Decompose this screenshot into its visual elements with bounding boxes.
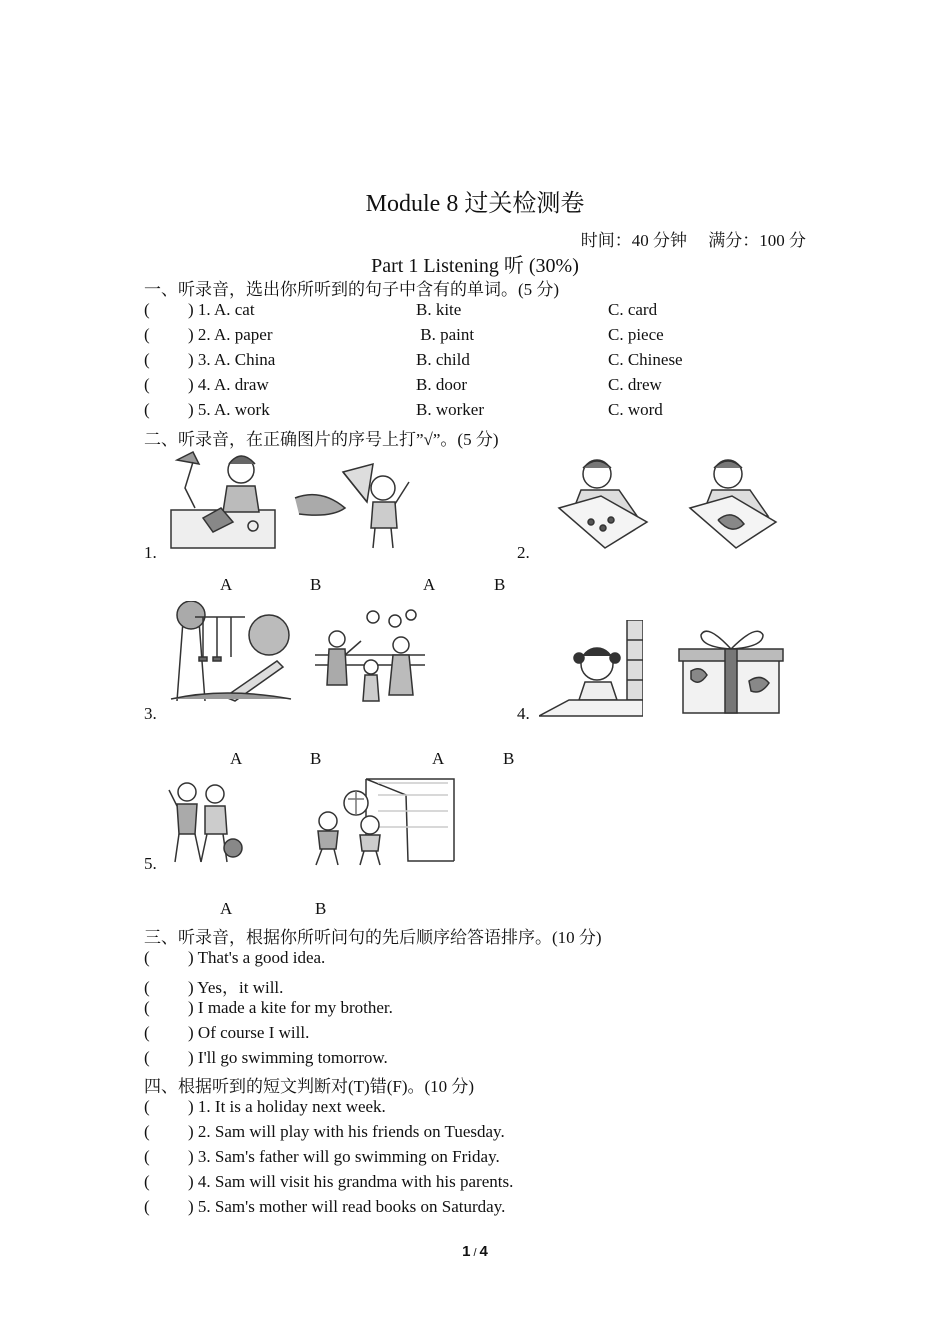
girl-reading-picture[interactable]: [539, 620, 643, 718]
order-item-text: ) Yes，it will.: [188, 978, 284, 997]
answer-paren[interactable]: (: [144, 375, 150, 394]
q4-option-b: B. door: [416, 375, 467, 394]
order-item-text: ) I made a kite for my brother.: [188, 998, 393, 1017]
q4-option-c: C. drew: [608, 375, 662, 394]
q5-option-a: ) 5. A. work: [188, 400, 270, 419]
picture-question-2-label: 2.: [517, 543, 530, 562]
q1-option-a: ) 1. A. cat: [188, 300, 255, 319]
order-item-text: ) I'll go swimming tomorrow.: [188, 1048, 388, 1067]
q2-picture-b-label[interactable]: B: [494, 575, 506, 594]
order-item: [144, 1023, 309, 1043]
q1-picture-a-label[interactable]: A: [220, 575, 233, 594]
order-item: [144, 973, 283, 998]
answer-paren[interactable]: (: [144, 1147, 150, 1166]
q3-picture-b-label[interactable]: B: [310, 749, 322, 768]
section3-heading: 三、听录音，根据你所听问句的先后顺序给答语排序。(10 分): [144, 928, 602, 947]
true-false-text: ) 3. Sam's father will go swimming on Friday.: [188, 1147, 500, 1166]
q5-picture-b-label[interactable]: B: [315, 899, 327, 918]
zoo-visit-picture[interactable]: [315, 605, 425, 715]
order-item: [144, 1048, 388, 1068]
boy-flying-kite-picture[interactable]: [291, 458, 423, 553]
answer-paren[interactable]: (: [144, 300, 150, 319]
boys-playing-football-picture[interactable]: [308, 775, 458, 867]
q3-row: [144, 350, 275, 370]
true-false-item: [144, 1197, 505, 1217]
playground-picture[interactable]: [165, 601, 295, 706]
true-false-item: [144, 1172, 513, 1192]
order-item-text: ) That's a good idea.: [188, 948, 326, 967]
answer-paren[interactable]: (: [144, 325, 150, 344]
q2-picture-a-label[interactable]: A: [423, 575, 436, 594]
page-number: [0, 1243, 950, 1260]
q3-option-a: ) 3. A. China: [188, 350, 276, 369]
page-separator: /: [473, 1247, 477, 1259]
q1-option-c: C. card: [608, 300, 658, 319]
q4-picture-b-label[interactable]: B: [503, 749, 515, 768]
q1-picture-b-label[interactable]: B: [310, 575, 322, 594]
true-false-item: [144, 1147, 500, 1167]
true-false-text: ) 2. Sam will play with his friends on Tuesday.: [188, 1122, 505, 1141]
answer-paren[interactable]: (: [144, 1197, 150, 1216]
section4-heading: 四、根据听到的短文判断对(T)错(F)。(10 分): [144, 1077, 475, 1096]
boy-painting-picture-b[interactable]: [678, 452, 778, 552]
picture-question-3-label: 3.: [144, 704, 157, 723]
answer-paren[interactable]: (: [144, 1023, 150, 1042]
answer-paren[interactable]: (: [144, 1048, 150, 1067]
answer-paren[interactable]: (: [144, 350, 150, 369]
total-pages: 4: [479, 1243, 488, 1260]
q3-option-b: B. child: [416, 350, 470, 369]
q1-option-b: B. kite: [416, 300, 462, 319]
q2-option-a: ) 2. A. paper: [188, 325, 273, 344]
order-item-text: ) Of course I will.: [188, 1023, 310, 1042]
order-item: [144, 948, 325, 968]
answer-paren[interactable]: (: [144, 1172, 150, 1191]
answer-paren[interactable]: (: [144, 400, 150, 419]
true-false-text: ) 5. Sam's mother will read books on Saturday.: [188, 1197, 506, 1216]
picture-question-4-label: 4.: [517, 704, 530, 723]
q5-option-b: B. worker: [416, 400, 484, 419]
boys-playing-basketball-picture[interactable]: [165, 776, 265, 868]
q2-row: [144, 325, 273, 345]
q5-picture-a-label[interactable]: A: [220, 899, 233, 918]
q2-option-c: C. piece: [608, 325, 664, 344]
q5-row: [144, 400, 270, 420]
q4-row: [144, 375, 269, 395]
section2-heading: 二、听录音，在正确图片的序号上打”√”。(5 分): [144, 430, 499, 449]
gift-box-picture[interactable]: [677, 621, 787, 717]
true-false-item: [144, 1097, 386, 1117]
true-false-text: ) 1. It is a holiday next week.: [188, 1097, 386, 1116]
answer-paren[interactable]: (: [144, 1097, 150, 1116]
answer-paren[interactable]: (: [144, 978, 150, 997]
q3-option-c: C. Chinese: [608, 350, 683, 369]
q5-option-c: C. word: [608, 400, 663, 419]
answer-paren[interactable]: (: [144, 948, 150, 967]
exam-meta: 时间：40 分钟 满分：100 分: [580, 231, 806, 250]
picture-question-5-label: 5.: [144, 854, 157, 873]
true-false-text: ) 4. Sam will visit his grandma with his parents.: [188, 1172, 514, 1191]
part-heading: Part 1 Listening 听 (30%): [371, 255, 579, 277]
answer-paren[interactable]: (: [144, 1122, 150, 1141]
true-false-item: [144, 1122, 505, 1142]
q1-row: [144, 300, 255, 320]
picture-question-1-label: 1.: [144, 543, 157, 562]
q2-option-b: B. paint: [416, 325, 475, 344]
current-page: 1: [462, 1243, 471, 1260]
boy-painting-picture-a[interactable]: [541, 452, 649, 552]
q4-option-a: ) 4. A. draw: [188, 375, 269, 394]
answer-paren[interactable]: (: [144, 998, 150, 1017]
page-title: Module 8 过关检测卷: [365, 191, 585, 217]
q3-picture-a-label[interactable]: A: [230, 749, 243, 768]
q4-picture-a-label[interactable]: A: [432, 749, 445, 768]
order-item: [144, 998, 393, 1018]
girl-making-kite-picture[interactable]: [163, 448, 283, 553]
section1-heading: 一、听录音，选出你所听到的句子中含有的单词。(5 分): [144, 280, 560, 299]
